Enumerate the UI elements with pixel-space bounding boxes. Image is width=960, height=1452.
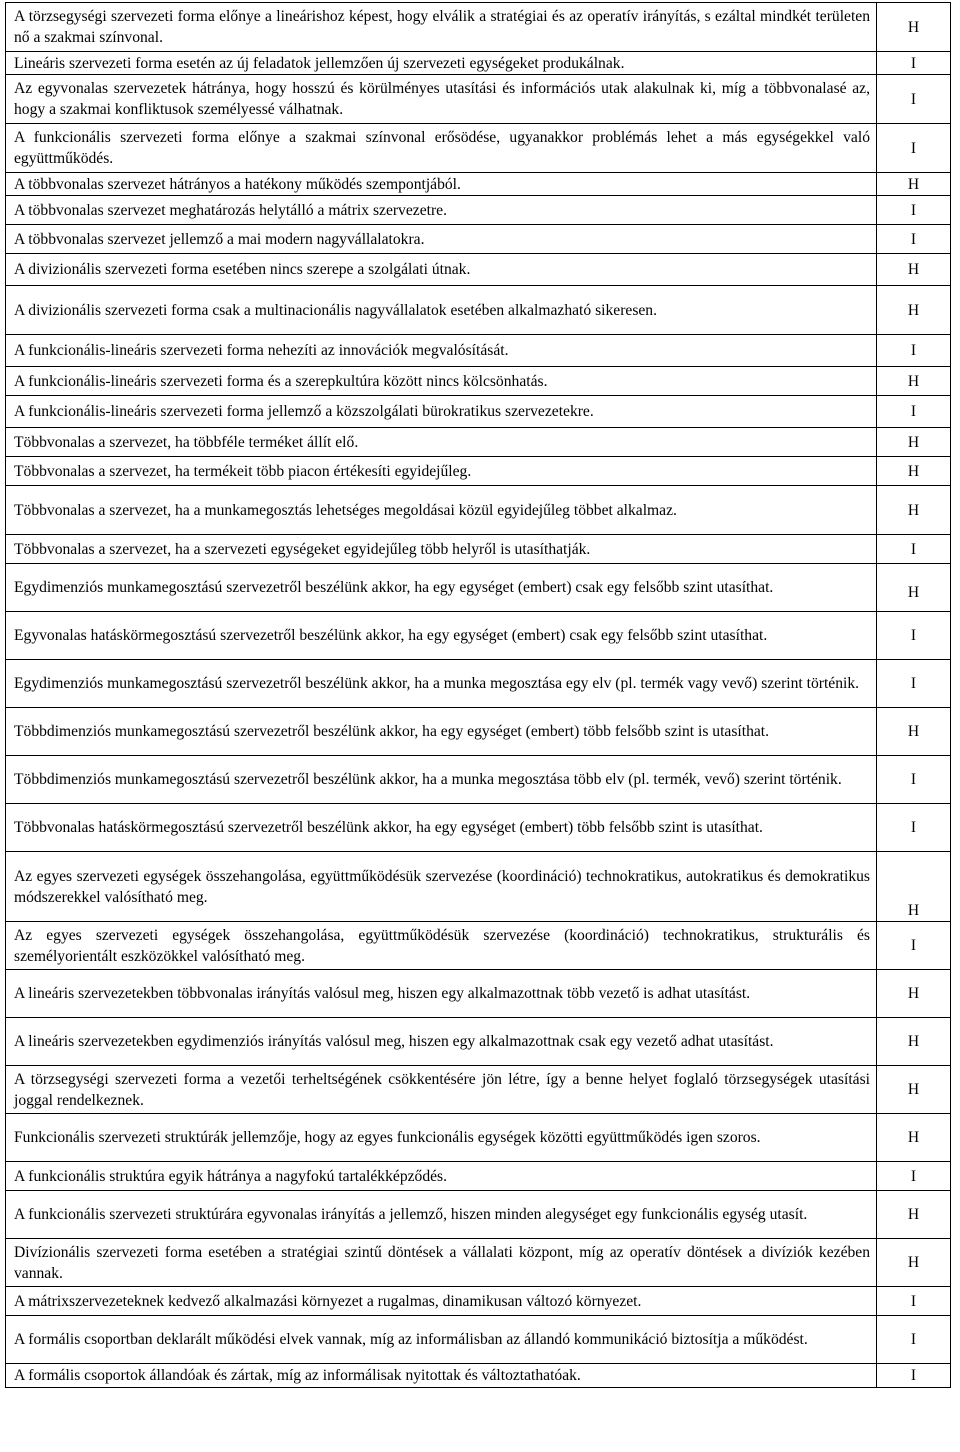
table-row: [6, 486, 951, 535]
table-row: [6, 660, 951, 708]
statement-cell: A funkcionális szervezeti forma előnye a szakmai színvonal erősödése, ugyanakkor problémás lehet a más egységekkel való együttműködés.: [6, 124, 877, 173]
answer-cell: I: [877, 225, 951, 254]
answer-cell: I: [877, 52, 951, 75]
statement-cell: Az egyes szervezeti egységek összehangolása, együttműködésük szervezése (koordináció) technokratikus, strukturális és személyorientált eszközökkel valósítható meg.: [6, 922, 877, 970]
answer-cell: I: [877, 75, 951, 124]
statement-cell: A törzsegységi szervezeti forma a vezetői terheltségének csökkentésére jön létre, így a benne helyet foglaló törzsegységek utasítási joggal rendelkeznek.: [6, 1066, 877, 1114]
statement-cell: Többvonalas a szervezet, ha többféle terméket állít elő.: [6, 428, 877, 457]
answer-cell: I: [877, 196, 951, 225]
statement-cell: Többvonalas a szervezet, ha a munkamegosztás lehetséges megoldásai közül egyidejűleg többet alkalmaz.: [6, 486, 877, 535]
answer-cell: H: [877, 1066, 951, 1114]
answer-cell: I: [877, 1364, 951, 1388]
table-row: [6, 225, 951, 254]
table-row: [6, 457, 951, 486]
table-row: [6, 852, 951, 922]
answer-cell: H: [877, 564, 951, 612]
table-row: [6, 1162, 951, 1191]
table-row: [6, 922, 951, 970]
statement-cell: A formális csoportban deklarált működési elvek vannak, míg az informálisban az állandó kommunikáció biztosítja a működést.: [6, 1316, 877, 1364]
statement-cell: A többvonalas szervezet hátrányos a hatékony működés szempontjából.: [6, 173, 877, 196]
table-row: [6, 708, 951, 756]
table-row: [6, 173, 951, 196]
table-row: [6, 75, 951, 124]
answer-cell: H: [877, 852, 951, 922]
table-row: [6, 335, 951, 367]
statement-cell: Egydimenziós munkamegosztású szervezetről beszélünk akkor, ha a munka megosztása egy elv (pl. termék vagy vevő) szerint történik.: [6, 660, 877, 708]
answer-cell: H: [877, 1239, 951, 1287]
answer-cell: I: [877, 660, 951, 708]
table-row: [6, 1287, 951, 1316]
statement-cell: Egyvonalas hatáskörmegosztású szervezetről beszélünk akkor, ha egy egységet (embert) csak egy felsőbb szint utasíthat.: [6, 612, 877, 660]
table-row: [6, 1191, 951, 1239]
statement-cell: A divizionális szervezeti forma esetében nincs szerepe a szolgálati útnak.: [6, 254, 877, 286]
answer-cell: H: [877, 457, 951, 486]
table-row: [6, 1018, 951, 1066]
statement-cell: Többvonalas a szervezet, ha a szervezeti egységeket egyidejűleg több helyről is utasíthatják.: [6, 535, 877, 564]
answer-cell: I: [877, 1162, 951, 1191]
statement-cell: A többvonalas szervezet jellemző a mai modern nagyvállalatokra.: [6, 225, 877, 254]
answer-cell: I: [877, 396, 951, 428]
table-row: [6, 52, 951, 75]
true-false-table: [5, 2, 951, 1388]
statement-cell: Többvonalas hatáskörmegosztású szervezetről beszélünk akkor, ha egy egységet (embert) több felsőbb szint is utasíthat.: [6, 804, 877, 852]
answer-cell: H: [877, 286, 951, 335]
table-row: [6, 612, 951, 660]
table-row: [6, 564, 951, 612]
statement-cell: A funkcionális-lineáris szervezeti forma és a szerepkultúra között nincs kölcsönhatás.: [6, 367, 877, 396]
statement-cell: Az egyes szervezeti egységek összehangolása, együttműködésük szervezése (koordináció) technokratikus, autokratikus és demokratikus módszerekkel valósítható meg.: [6, 852, 877, 922]
table-row: [6, 1364, 951, 1388]
statement-cell: Az egyvonalas szervezetek hátránya, hogy hosszú és körülményes utasítási és információs utak alakulnak ki, míg a többvonalasé az, hogy a szakmai konfliktusok személyessé válhatnak.: [6, 75, 877, 124]
answer-cell: H: [877, 708, 951, 756]
answer-cell: H: [877, 254, 951, 286]
statement-cell: Lineáris szervezeti forma esetén az új feladatok jellemzően új szervezeti egységeket produkálnak.: [6, 52, 877, 75]
answer-cell: I: [877, 756, 951, 804]
table-row: [6, 1316, 951, 1364]
answer-cell: I: [877, 335, 951, 367]
statement-cell: Divízionális szervezeti forma esetében a stratégiai szintű döntések a vállalati központ, míg az operatív döntések a divíziók kezében vannak.: [6, 1239, 877, 1287]
answer-cell: H: [877, 428, 951, 457]
table-row: [6, 254, 951, 286]
answer-cell: I: [877, 1287, 951, 1316]
statement-cell: A funkcionális struktúra egyik hátránya a nagyfokú tartalékképződés.: [6, 1162, 877, 1191]
statement-cell: Többvonalas a szervezet, ha termékeit több piacon értékesíti egyidejűleg.: [6, 457, 877, 486]
statement-cell: A lineáris szervezetekben egydimenziós irányítás valósul meg, hiszen egy alkalmazottnak csak egy vezető adhat utasítást.: [6, 1018, 877, 1066]
answer-cell: I: [877, 124, 951, 173]
table-row: [6, 535, 951, 564]
statement-cell: Többdimenziós munkamegosztású szervezetről beszélünk akkor, ha egy egységet (embert) több felsőbb szint is utasíthat.: [6, 708, 877, 756]
table-row: [6, 3, 951, 52]
statement-cell: A többvonalas szervezet meghatározás helytálló a mátrix szervezetre.: [6, 196, 877, 225]
answer-cell: H: [877, 1018, 951, 1066]
answer-cell: H: [877, 367, 951, 396]
statement-cell: Funkcionális szervezeti struktúrák jellemzője, hogy az egyes funkcionális egységek közötti együttműködés igen szoros.: [6, 1114, 877, 1162]
table-row: [6, 970, 951, 1018]
statement-cell: A funkcionális-lineáris szervezeti forma nehezíti az innovációk megvalósítását.: [6, 335, 877, 367]
table-row: [6, 124, 951, 173]
statement-cell: A törzsegységi szervezeti forma előnye a lineárishoz képest, hogy elválik a stratégiai és az operatív irányítás, s ezáltal mindkét területen nő a szakmai színvonal.: [6, 3, 877, 52]
statement-cell: A formális csoportok állandóak és zártak, míg az informálisak nyitottak és változtathatóak.: [6, 1364, 877, 1388]
table-body: [6, 3, 951, 1388]
table-row: [6, 367, 951, 396]
statement-cell: A mátrixszervezeteknek kedvező alkalmazási környezet a rugalmas, dinamikusan változó környezet.: [6, 1287, 877, 1316]
answer-cell: I: [877, 535, 951, 564]
answer-cell: H: [877, 1191, 951, 1239]
statement-cell: Többdimenziós munkamegosztású szervezetről beszélünk akkor, ha a munka megosztása több elv (pl. termék, vevő) szerint történik.: [6, 756, 877, 804]
answer-cell: H: [877, 1114, 951, 1162]
statement-cell: A funkcionális szervezeti struktúrára egyvonalas irányítás a jellemző, hiszen minden alegységet egy funkcionális egység utasít.: [6, 1191, 877, 1239]
answer-cell: H: [877, 3, 951, 52]
answer-cell: H: [877, 486, 951, 535]
answer-cell: I: [877, 922, 951, 970]
table-row: [6, 1114, 951, 1162]
table-row: [6, 1239, 951, 1287]
table-row: [6, 286, 951, 335]
table-row: [6, 396, 951, 428]
table-row: [6, 804, 951, 852]
statement-cell: A lineáris szervezetekben többvonalas irányítás valósul meg, hiszen egy alkalmazottnak több vezető is adhat utasítást.: [6, 970, 877, 1018]
statement-cell: A funkcionális-lineáris szervezeti forma jellemző a közszolgálati bürokratikus szervezetekre.: [6, 396, 877, 428]
answer-cell: H: [877, 970, 951, 1018]
answer-cell: I: [877, 1316, 951, 1364]
answer-cell: I: [877, 612, 951, 660]
statement-cell: A divizionális szervezeti forma csak a multinacionális nagyvállalatok esetében alkalmazható sikeresen.: [6, 286, 877, 335]
answer-cell: I: [877, 804, 951, 852]
statement-cell: Egydimenziós munkamegosztású szervezetről beszélünk akkor, ha egy egységet (embert) csak egy felsőbb szint utasíthat.: [6, 564, 877, 612]
table-row: [6, 756, 951, 804]
answer-cell: H: [877, 173, 951, 196]
table-row: [6, 1066, 951, 1114]
table-row: [6, 428, 951, 457]
table-row: [6, 196, 951, 225]
